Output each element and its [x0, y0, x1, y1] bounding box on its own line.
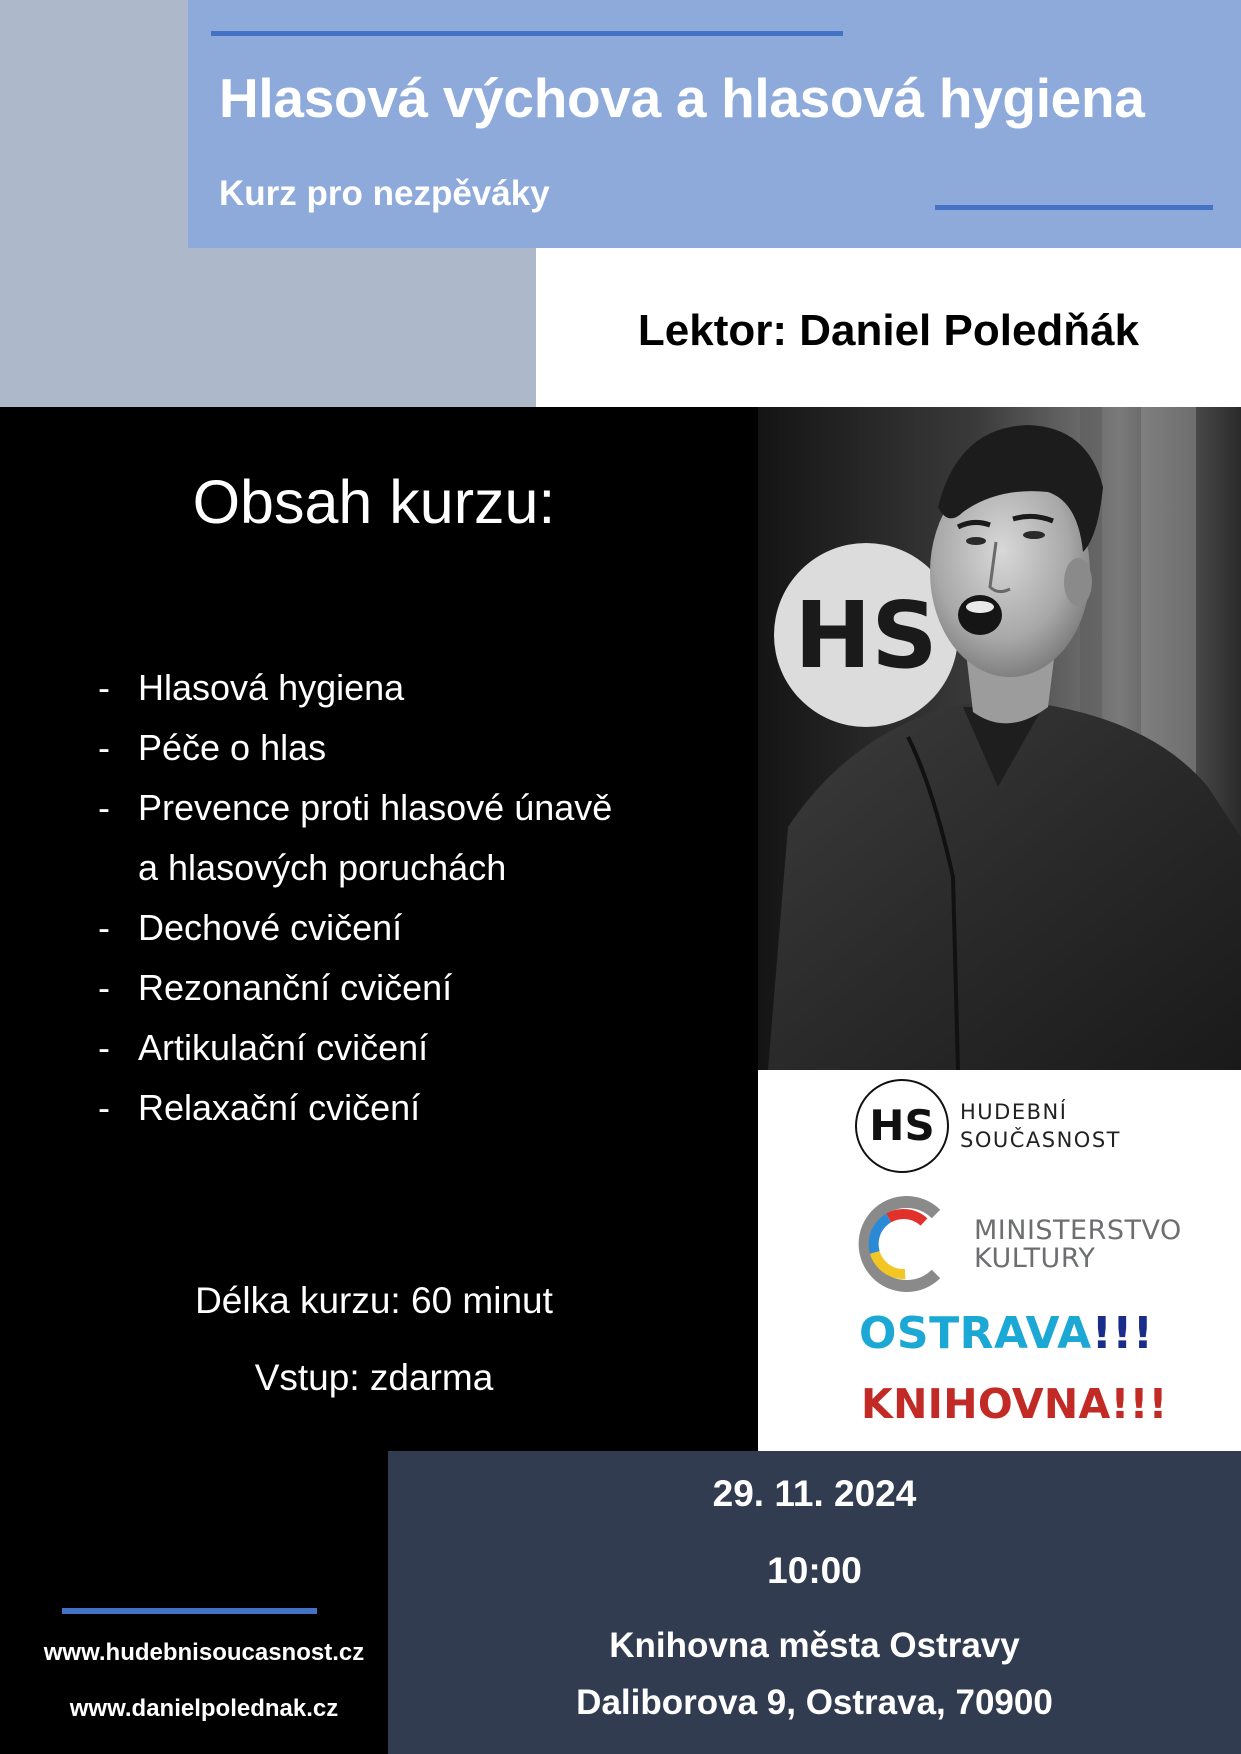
bullet-dash: - [98, 727, 110, 768]
bullet-dash: - [98, 787, 110, 828]
topic-item [96, 1018, 612, 1078]
topic-label: Relaxační cvičení [138, 1087, 421, 1128]
course-entry: Vstup: zdarma [254, 1357, 494, 1398]
topic-label: Hlasová hygiena [138, 667, 405, 708]
topic-item [96, 718, 612, 778]
ministerstvo-logo-line2: KULTURY [974, 1243, 1096, 1274]
ostrava-logo-word: OSTRAVA [859, 1308, 1092, 1359]
lecturer-photo-illustration [758, 407, 1241, 1070]
topic-item [96, 658, 612, 718]
hudebni-soucasnost-logo-icon [854, 1078, 950, 1174]
ostrava-logo [859, 1308, 1153, 1359]
lecturer-photo [758, 407, 1241, 1070]
topic-item [96, 1078, 612, 1138]
page-subtitle: Kurz pro nezpěváky [219, 174, 550, 213]
bullet-dash: - [98, 1027, 110, 1068]
hudebni-logo-line1: HUDEBNÍ [960, 1100, 1068, 1124]
bullet-dash: - [98, 907, 110, 948]
accent-line-top [211, 31, 843, 36]
topic-label: Artikulační cvičení [138, 1027, 429, 1068]
topic-list [96, 658, 612, 1138]
topic-label: a hlasových poruchách [138, 847, 507, 888]
bullet-dash: - [98, 967, 110, 1008]
event-time: 10:00 [767, 1550, 862, 1591]
ministerstvo-kultury-logo-icon [854, 1192, 958, 1296]
topic-label: Rezonanční cvičení [138, 967, 453, 1008]
link-hudebnisoucasnost[interactable]: www.hudebnisoucasnost.cz [43, 1639, 365, 1666]
hs-logo-mark: HS [869, 1101, 935, 1150]
bullet-dash: - [98, 1087, 110, 1128]
topic-label: Péče o hlas [138, 727, 327, 768]
event-address: Daliborova 9, Ostrava, 70900 [576, 1683, 1053, 1722]
topic-item [96, 958, 612, 1018]
topic-item-continuation [96, 838, 612, 898]
topic-item [96, 898, 612, 958]
event-date: 29. 11. 2024 [712, 1473, 917, 1514]
event-info-box [388, 1451, 1241, 1754]
knihovna-logo: KNIHOVNA!!! [861, 1380, 1168, 1428]
topic-label: Prevence proti hlasové únavě [138, 787, 613, 828]
ministerstvo-logo-line1: MINISTERSTVO [974, 1215, 1182, 1246]
link-danielpolednak[interactable]: www.danielpolednak.cz [69, 1695, 339, 1722]
hudebni-logo-line2: SOUČASNOST [960, 1128, 1121, 1152]
backdrop-logo-text: HS [794, 582, 938, 689]
page-title: Hlasová výchova a hlasová hygiena [219, 67, 1145, 129]
accent-line-title [935, 205, 1213, 210]
ostrava-logo-exclaim: !!! [1091, 1308, 1154, 1359]
lecturer-name: Lektor: Daniel Poledňák [637, 306, 1140, 355]
accent-line-footer [62, 1608, 317, 1614]
event-venue: Knihovna města Ostravy [609, 1626, 1020, 1665]
topic-label: Dechové cvičení [138, 907, 403, 948]
course-duration: Délka kurzu: 60 minut [195, 1280, 553, 1321]
partner-logos [758, 1070, 1241, 1451]
topic-item [96, 778, 612, 838]
content-heading: Obsah kurzu: [192, 468, 556, 536]
bullet-dash: - [98, 667, 110, 708]
